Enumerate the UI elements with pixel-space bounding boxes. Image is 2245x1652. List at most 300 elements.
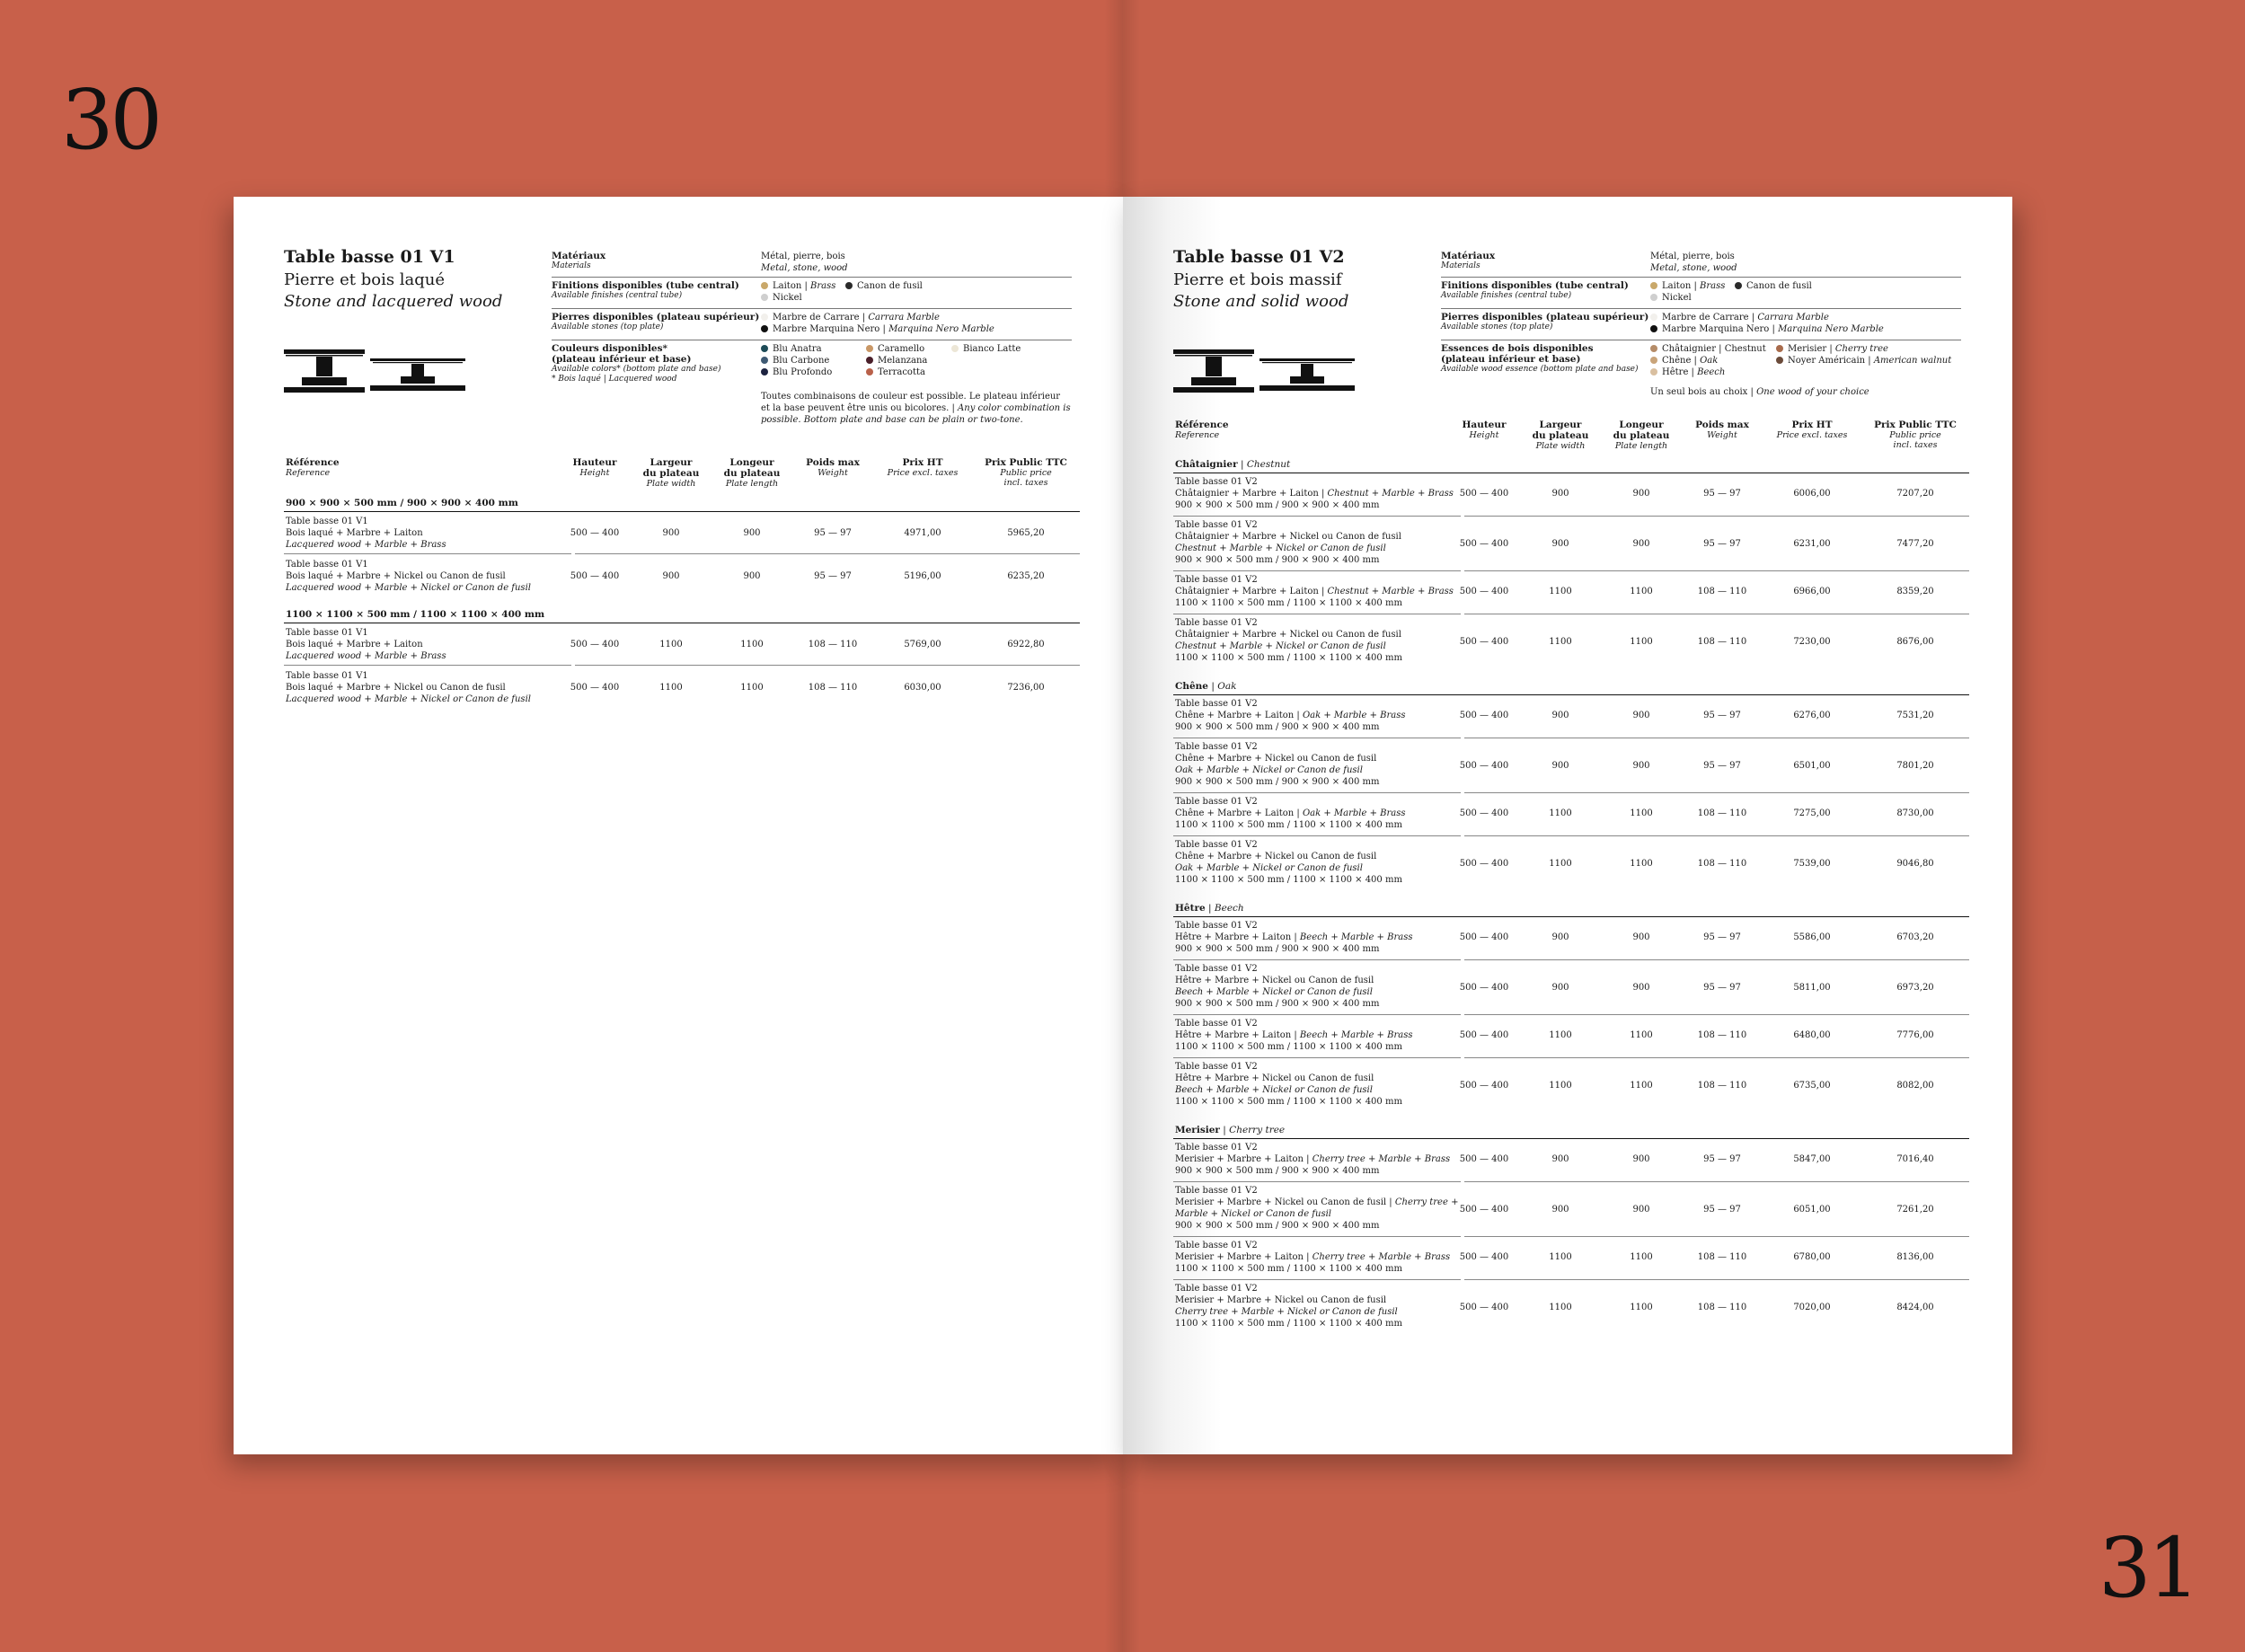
cell-price-ttc: 7776,00	[1896, 1030, 1934, 1040]
row-spec-fr: Châtaignier + Marbre + Laiton |	[1175, 587, 1328, 596]
cell-weight: 108 — 110	[808, 640, 858, 649]
row-ref: Table basse 01 V1	[286, 560, 368, 570]
row-description	[286, 559, 531, 594]
col-plate-length: Longeur du plateau Plate length	[723, 457, 781, 489]
color-caramello: Caramello	[866, 343, 924, 355]
spec-stones-value	[761, 308, 1072, 340]
cell-price-ttc: 7236,00	[1007, 683, 1045, 693]
side-view-diagram	[1173, 349, 1254, 394]
row-description	[1175, 920, 1412, 955]
row-spec-en: Beech + Marble + Brass	[1299, 932, 1413, 942]
cell-price-ttc: 7261,20	[1896, 1205, 1934, 1215]
row-ref: Table basse 01 V2	[1175, 1186, 1258, 1196]
cell-height: 500 — 400	[1459, 637, 1509, 647]
row-description	[1175, 1061, 1402, 1108]
row-spec-fr: Chêne + Marbre + Laiton |	[1175, 808, 1303, 818]
spec-materials-label: Matériaux Materials	[1441, 251, 1496, 270]
brass-dot-icon	[1650, 282, 1657, 289]
row-spec-en-line: Oak + Marble + Nickel or Canon de fusil	[1175, 765, 1363, 775]
row-spec-fr: Hêtre + Marbre + Nickel ou Canon de fusil	[1175, 1073, 1374, 1083]
group-name-fr: Merisier	[1175, 1125, 1220, 1135]
cell-height: 500 — 400	[1459, 711, 1509, 720]
row-spec-fr: Bois laqué + Marbre + Nickel ou Canon de fusil	[286, 571, 506, 581]
col-price-ttc: Prix Public TTC Public price incl. taxes	[985, 457, 1067, 488]
row-spec-line	[1175, 1197, 1458, 1208]
color-bianco-latte: Bianco Latte	[951, 343, 1021, 355]
row-spec-en: Cherry tree + Marble + Brass	[1312, 1252, 1451, 1262]
row-description	[286, 670, 531, 705]
cell-price-ttc: 7531,20	[1896, 711, 1934, 720]
col-plate-length: Longeur du plateau Plate length	[1613, 420, 1670, 451]
row-divider	[1173, 1279, 1461, 1280]
row-dimensions: 900 × 900 × 500 mm / 900 × 900 × 400 mm	[1175, 1166, 1380, 1176]
spec-finishes-label: Finitions disponibles (tube central) Available finishes (central tube)	[1441, 277, 1673, 301]
row-description	[1175, 519, 1401, 566]
cell-width: 900	[662, 571, 680, 581]
cell-height: 500 — 400	[1459, 539, 1509, 549]
row-spec-fr: Châtaignier + Marbre + Laiton |	[1175, 489, 1328, 499]
cell-height: 500 — 400	[570, 528, 620, 538]
page-number-right: 31	[2099, 1520, 2197, 1616]
row-dimensions: 1100 × 1100 × 500 mm / 1100 × 1100 × 400 mm	[1175, 1319, 1402, 1329]
wood-beech: Hêtre | Beech	[1650, 367, 1725, 378]
row-spec-en: Lacquered wood + Marble + Brass	[286, 540, 446, 550]
row-divider	[1173, 1181, 1461, 1182]
cell-width: 1100	[659, 683, 683, 693]
cell-length: 900	[743, 528, 761, 538]
row-divider	[1464, 1236, 1969, 1237]
cell-price-ttc: 6973,20	[1896, 983, 1934, 993]
wood-cherry: Merisier | Cherry tree	[1776, 343, 1888, 355]
cell-length: 900	[1632, 1205, 1650, 1215]
carrara-dot-icon	[761, 314, 768, 321]
row-ref: Table basse 01 V2	[1175, 921, 1258, 931]
cell-price-ht: 7230,00	[1793, 637, 1831, 647]
cell-weight: 108 — 110	[808, 683, 858, 693]
gunmetal-dot-icon	[1735, 282, 1742, 289]
group-rule	[1173, 694, 1969, 695]
row-description	[1175, 741, 1379, 788]
gunmetal-dot-icon	[845, 282, 853, 289]
cell-height: 500 — 400	[1459, 489, 1509, 499]
terracotta-dot-icon	[866, 368, 873, 375]
group-separator: |	[1208, 681, 1218, 692]
cell-length: 900	[1632, 489, 1650, 499]
product-subtitle-en: Stone and solid wood	[1173, 292, 1349, 311]
row-spec-fr: Chêne + Marbre + Nickel ou Canon de fusil	[1175, 754, 1377, 764]
cell-weight: 95 — 97	[1703, 1205, 1741, 1215]
row-dimensions: 900 × 900 × 500 mm / 900 × 900 × 400 mm	[1175, 722, 1380, 732]
row-divider	[1464, 570, 1969, 571]
cell-width: 900	[1551, 489, 1569, 499]
cell-length: 900	[1632, 711, 1650, 720]
cell-height: 500 — 400	[570, 683, 620, 693]
oak-dot-icon	[1650, 357, 1657, 364]
cell-height: 500 — 400	[1459, 859, 1509, 869]
row-spec-en: Lacquered wood + Marble + Nickel or Canon de fusil	[286, 694, 531, 704]
spec-finishes-label: Finitions disponibles (tube central) Available finishes (central tube)	[552, 277, 783, 301]
row-description	[1175, 839, 1402, 886]
row-spec-en-line: Marble + Nickel or Canon de fusil	[1175, 1209, 1331, 1219]
row-divider	[1464, 516, 1969, 517]
cell-price-ht: 4971,00	[904, 528, 941, 538]
cell-length: 1100	[1630, 637, 1653, 647]
row-spec-fr: Chêne + Marbre + Laiton |	[1175, 711, 1303, 720]
cell-length: 900	[1632, 983, 1650, 993]
col-height: Hauteur Height	[572, 457, 617, 478]
finish-nickel: Nickel	[1650, 292, 1961, 304]
cell-height: 500 — 400	[1459, 1205, 1509, 1215]
finish-gunmetal: Canon de fusil	[1735, 280, 1812, 292]
cell-weight: 95 — 97	[1703, 1154, 1741, 1164]
cell-width: 900	[1551, 1154, 1569, 1164]
row-divider	[1173, 570, 1461, 571]
product-title: Table basse 01 V2	[1173, 247, 1345, 267]
col-price-ht: Prix HT Price excl. taxes	[1776, 420, 1848, 440]
cell-price-ht: 6030,00	[904, 683, 941, 693]
row-description	[1175, 476, 1454, 511]
row-spec-line	[1175, 753, 1379, 764]
row-spec-fr: Merisier + Marbre + Nickel ou Canon de fusil |	[1175, 1197, 1395, 1207]
cell-price-ht: 5769,00	[904, 640, 941, 649]
col-price-ttc: Prix Public TTC Public price incl. taxes	[1874, 420, 1957, 450]
spec-stones-label: Pierres disponibles (plateau supérieur) Available stones (top plate)	[552, 308, 783, 332]
col-plate-width: Largeur du plateau Plate width	[1532, 420, 1589, 451]
spec-materials-label: Matériaux Materials	[552, 251, 606, 270]
cell-price-ht: 6231,00	[1793, 539, 1831, 549]
row-description	[286, 516, 446, 551]
row-divider	[284, 665, 571, 666]
col-price-ht: Prix HT Price excl. taxes	[887, 457, 959, 478]
marquina-dot-icon	[1650, 325, 1657, 332]
row-description	[1175, 1142, 1450, 1177]
cell-width: 900	[1551, 983, 1569, 993]
cell-height: 500 — 400	[1459, 1154, 1509, 1164]
cell-price-ttc: 8730,00	[1896, 808, 1934, 818]
spec-materials-value: Métal, pierre, bois Metal, stone, wood	[761, 252, 848, 273]
row-spec-fr: Bois laqué + Marbre + Laiton	[286, 640, 423, 649]
row-divider	[1173, 1014, 1461, 1015]
row-divider	[1173, 835, 1461, 836]
front-view-diagram	[370, 358, 465, 394]
row-spec-line	[1175, 808, 1405, 819]
row-spec-en: Cherry tree +	[1394, 1197, 1459, 1207]
colors-note: Toutes combinaisons de couleur est possible. Le plateau inférieur et la base peuvent être unis ou bicolores. | Any color combination is possible. Bottom plate and base can be plain or two-tone.	[761, 392, 1071, 425]
row-divider	[1464, 1279, 1969, 1280]
group-name-en: Beech	[1214, 903, 1244, 914]
cell-price-ht: 5811,00	[1793, 983, 1831, 993]
row-spec-en: Oak + Marble + Brass	[1302, 808, 1406, 818]
row-dimensions: 900 × 900 × 500 mm / 900 × 900 × 400 mm	[1175, 555, 1380, 565]
cell-price-ht: 6780,00	[1793, 1252, 1831, 1262]
row-ref: Table basse 01 V2	[1175, 1284, 1258, 1294]
row-spec-en-line: Beech + Marble + Nickel or Canon de fusil	[1175, 987, 1373, 997]
cell-price-ttc: 6235,20	[1007, 571, 1045, 581]
spec-materials-value: Métal, pierre, bois Metal, stone, wood	[1650, 252, 1737, 273]
row-divider	[1464, 1181, 1969, 1182]
stone-marquina: Marbre Marquina Nero | Marquina Nero Marble	[761, 323, 1072, 335]
row-ref: Table basse 01 V2	[1175, 840, 1258, 850]
caramello-dot-icon	[866, 345, 873, 352]
cell-price-ttc: 7477,20	[1896, 539, 1934, 549]
row-description	[1175, 617, 1402, 664]
row-description	[1175, 574, 1454, 609]
finish-nickel: Nickel	[761, 292, 1072, 304]
cell-height: 500 — 400	[1459, 1081, 1509, 1091]
cell-width: 1100	[1549, 1303, 1572, 1312]
row-spec-en: Lacquered wood + Marble + Brass	[286, 651, 446, 661]
row-ref: Table basse 01 V2	[1175, 964, 1258, 974]
cell-width: 900	[1551, 711, 1569, 720]
row-spec-line	[1175, 488, 1454, 499]
cell-width: 1100	[1549, 1252, 1572, 1262]
row-spec-line	[1175, 531, 1401, 543]
melanzana-dot-icon	[866, 357, 873, 364]
product-title: Table basse 01 V1	[284, 247, 455, 267]
row-description	[286, 627, 446, 662]
spec-finishes-value	[1650, 277, 1961, 308]
finish-brass: Laiton | Brass	[1650, 280, 1725, 292]
group-header	[1175, 903, 1244, 914]
row-description	[1175, 1018, 1412, 1053]
cell-price-ht: 6276,00	[1793, 711, 1831, 720]
bianco-latte-dot-icon	[951, 345, 959, 352]
cell-weight: 108 — 110	[1697, 859, 1747, 869]
col-reference: Référence Reference	[1175, 420, 1229, 440]
row-divider	[1464, 1014, 1969, 1015]
cell-weight: 95 — 97	[814, 528, 852, 538]
group-rule	[1173, 916, 1969, 917]
cell-price-ttc: 7016,40	[1896, 1154, 1934, 1164]
wood-oak: Chêne | Oak	[1650, 355, 1718, 367]
finish-brass: Laiton | Brass	[761, 280, 835, 292]
row-ref: Table basse 01 V1	[286, 628, 368, 638]
col-plate-width: Largeur du plateau Plate width	[642, 457, 700, 489]
group-separator: |	[1219, 1125, 1230, 1135]
cell-width: 1100	[659, 640, 683, 649]
color-melanzana: Melanzana	[866, 355, 927, 367]
cell-price-ttc: 8136,00	[1896, 1252, 1934, 1262]
row-divider	[575, 553, 1080, 554]
cell-height: 500 — 400	[1459, 932, 1509, 942]
cell-width: 900	[662, 528, 680, 538]
group-header	[1175, 459, 1290, 470]
row-divider	[1464, 1057, 1969, 1058]
cell-height: 500 — 400	[1459, 1303, 1509, 1312]
row-dimensions: 900 × 900 × 500 mm / 900 × 900 × 400 mm	[1175, 500, 1380, 510]
cell-length: 1100	[1630, 1030, 1653, 1040]
row-spec-fr: Merisier + Marbre + Nickel ou Canon de fusil	[1175, 1295, 1387, 1305]
row-spec-line	[1175, 1294, 1402, 1306]
row-spec-fr: Hêtre + Marbre + Nickel ou Canon de fusil	[1175, 976, 1374, 985]
row-spec-fr: Merisier + Marbre + Laiton |	[1175, 1252, 1313, 1262]
row-ref: Table basse 01 V2	[1175, 1019, 1258, 1029]
cell-weight: 108 — 110	[1697, 808, 1747, 818]
cell-price-ht: 6006,00	[1793, 489, 1831, 499]
stone-carrara: Marbre de Carrare | Carrara Marble	[1650, 312, 1961, 323]
cell-price-ht: 6480,00	[1793, 1030, 1831, 1040]
wood-walnut: Noyer Américain | American walnut	[1776, 355, 1951, 367]
cell-length: 1100	[1630, 1252, 1653, 1262]
row-spec-en-line: Chestnut + Marble + Nickel or Canon de fusil	[1175, 641, 1386, 651]
cell-width: 1100	[1549, 587, 1572, 596]
spec-finishes-value	[761, 277, 1072, 308]
row-spec-en: Beech + Marble + Brass	[1299, 1030, 1413, 1040]
cell-price-ht: 6966,00	[1793, 587, 1831, 596]
cell-price-ht: 7275,00	[1793, 808, 1831, 818]
cell-weight: 95 — 97	[814, 571, 852, 581]
group-rule	[284, 511, 1080, 512]
stone-marquina: Marbre Marquina Nero | Marquina Nero Marble	[1650, 323, 1961, 335]
blu-anatra-dot-icon	[761, 345, 768, 352]
row-ref: Table basse 01 V2	[1175, 618, 1258, 628]
spec-woods-value	[1650, 340, 1961, 379]
row-ref: Table basse 01 V2	[1175, 699, 1258, 709]
group-name-fr: Hêtre	[1175, 903, 1206, 914]
cell-price-ttc: 6922,80	[1007, 640, 1045, 649]
nickel-dot-icon	[1650, 294, 1657, 301]
row-divider	[1173, 792, 1461, 793]
row-dimensions: 1100 × 1100 × 500 mm / 1100 × 1100 × 400 mm	[1175, 1264, 1402, 1274]
row-dimensions: 1100 × 1100 × 500 mm / 1100 × 1100 × 400 mm	[1175, 598, 1402, 608]
cell-price-ht: 6051,00	[1793, 1205, 1831, 1215]
row-spec-en: Cherry tree + Marble + Brass	[1312, 1154, 1451, 1164]
cell-height: 500 — 400	[1459, 808, 1509, 818]
color-blu-carbone: Blu Carbone	[761, 355, 829, 367]
group-separator: |	[1237, 459, 1247, 470]
page-number-left: 30	[61, 72, 160, 168]
cell-price-ttc: 8676,00	[1896, 637, 1934, 647]
row-spec-line	[1175, 1153, 1450, 1165]
row-spec-en-line: Chestnut + Marble + Nickel or Canon de fusil	[1175, 543, 1386, 553]
row-ref: Table basse 01 V2	[1175, 1062, 1258, 1072]
cell-length: 1100	[740, 683, 764, 693]
row-spec-en-line: Cherry tree + Marble + Nickel or Canon de fusil	[1175, 1307, 1398, 1317]
cell-weight: 95 — 97	[1703, 983, 1741, 993]
row-divider	[1464, 835, 1969, 836]
spec-stones-value	[1650, 308, 1961, 340]
row-ref: Table basse 01 V2	[1175, 1241, 1258, 1250]
brass-dot-icon	[761, 282, 768, 289]
cell-width: 900	[1551, 539, 1569, 549]
cell-length: 900	[1632, 539, 1650, 549]
row-dimensions: 1100 × 1100 × 500 mm / 1100 × 1100 × 400 mm	[1175, 1042, 1402, 1052]
cell-weight: 95 — 97	[1703, 932, 1741, 942]
cell-height: 500 — 400	[570, 571, 620, 581]
group-separator: |	[1205, 903, 1215, 914]
row-spec-line	[1175, 1029, 1412, 1041]
cell-price-ttc: 6703,20	[1896, 932, 1934, 942]
cell-width: 1100	[1549, 1081, 1572, 1091]
cell-weight: 95 — 97	[1703, 761, 1741, 771]
row-spec-line	[1175, 975, 1379, 986]
group-name-fr: Chêne	[1175, 681, 1208, 692]
woods-note: Un seul bois au choix | One wood of your choice	[1650, 387, 1869, 397]
row-description	[1175, 1283, 1402, 1330]
cell-height: 500 — 400	[1459, 761, 1509, 771]
stone-carrara: Marbre de Carrare | Carrara Marble	[761, 312, 1072, 323]
group-name-en: Oak	[1217, 681, 1237, 692]
cherry-dot-icon	[1776, 345, 1783, 352]
cell-price-ht: 7020,00	[1793, 1303, 1831, 1312]
row-spec-en: Chestnut + Marble + Brass	[1327, 489, 1454, 499]
cell-price-ttc: 7207,20	[1896, 489, 1934, 499]
row-spec-en: Chestnut + Marble + Brass	[1327, 587, 1454, 596]
row-spec-en-line: Oak + Marble + Nickel or Canon de fusil	[1175, 863, 1363, 873]
nickel-dot-icon	[761, 294, 768, 301]
group-name-en: Cherry tree	[1229, 1125, 1286, 1135]
spec-colors-label: Couleurs disponibles* (plateau inférieur et base) Available colors* (bottom plate and base) * Bois laqué | Lacquered wood	[552, 340, 783, 384]
row-spec-line	[1175, 932, 1412, 943]
row-divider	[1173, 959, 1461, 960]
cell-weight: 95 — 97	[1703, 711, 1741, 720]
cell-length: 1100	[1630, 587, 1653, 596]
row-divider	[1173, 1057, 1461, 1058]
cell-height: 500 — 400	[1459, 1030, 1509, 1040]
cell-price-ttc: 8359,20	[1896, 587, 1934, 596]
marquina-dot-icon	[761, 325, 768, 332]
cell-length: 900	[1632, 932, 1650, 942]
finish-gunmetal: Canon de fusil	[845, 280, 923, 292]
row-spec-line	[1175, 710, 1405, 721]
spec-stones-label: Pierres disponibles (plateau supérieur) Available stones (top plate)	[1441, 308, 1673, 332]
row-spec-fr: Merisier + Marbre + Laiton |	[1175, 1154, 1313, 1164]
cell-length: 900	[1632, 761, 1650, 771]
cell-price-ht: 5586,00	[1793, 932, 1831, 942]
row-divider	[284, 553, 571, 554]
blu-carbone-dot-icon	[761, 357, 768, 364]
row-dimensions: 1100 × 1100 × 500 mm / 1100 × 1100 × 400 mm	[1175, 1097, 1402, 1107]
cell-height: 500 — 400	[1459, 587, 1509, 596]
row-spec-line	[1175, 629, 1402, 640]
carrara-dot-icon	[1650, 314, 1657, 321]
cell-weight: 108 — 110	[1697, 587, 1747, 596]
row-spec-en: Oak + Marble + Brass	[1302, 711, 1406, 720]
row-description	[1175, 796, 1405, 831]
cell-height: 500 — 400	[570, 640, 620, 649]
cell-weight: 108 — 110	[1697, 637, 1747, 647]
row-spec-fr: Hêtre + Marbre + Laiton |	[1175, 1030, 1300, 1040]
row-spec-line	[1175, 586, 1454, 597]
row-ref: Table basse 01 V1	[286, 671, 368, 681]
beech-dot-icon	[1650, 368, 1657, 375]
col-weight: Poids max Weight	[1695, 420, 1749, 440]
row-dimensions: 900 × 900 × 500 mm / 900 × 900 × 400 mm	[1175, 777, 1380, 787]
row-description	[1175, 698, 1405, 733]
row-dimensions: 1100 × 1100 × 500 mm / 1100 × 1100 × 400 mm	[1175, 653, 1402, 663]
cell-length: 900	[1632, 1154, 1650, 1164]
blu-profondo-dot-icon	[761, 368, 768, 375]
group-name-en: Chestnut	[1246, 459, 1291, 470]
cell-width: 900	[1551, 1205, 1569, 1215]
row-ref: Table basse 01 V2	[1175, 742, 1258, 752]
row-spec-line	[1175, 1251, 1450, 1263]
cell-length: 1100	[1630, 1081, 1653, 1091]
cell-width: 1100	[1549, 1030, 1572, 1040]
color-terracotta: Terracotta	[866, 367, 925, 378]
cell-length: 1100	[1630, 1303, 1653, 1312]
row-ref: Table basse 01 V1	[286, 517, 368, 526]
cell-weight: 108 — 110	[1697, 1081, 1747, 1091]
cell-price-ht: 6735,00	[1793, 1081, 1831, 1091]
spec-woods-label: Essences de bois disponibles (plateau inférieur et base) Available wood essence (bottom plate and base)	[1441, 340, 1673, 375]
cell-price-ttc: 7801,20	[1896, 761, 1934, 771]
row-divider	[1173, 1236, 1461, 1237]
cell-price-ttc: 5965,20	[1007, 528, 1045, 538]
row-spec-fr: Châtaignier + Marbre + Nickel ou Canon de fusil	[1175, 630, 1401, 640]
cell-width: 1100	[1549, 808, 1572, 818]
product-subtitle-fr: Pierre et bois massif	[1173, 270, 1342, 289]
